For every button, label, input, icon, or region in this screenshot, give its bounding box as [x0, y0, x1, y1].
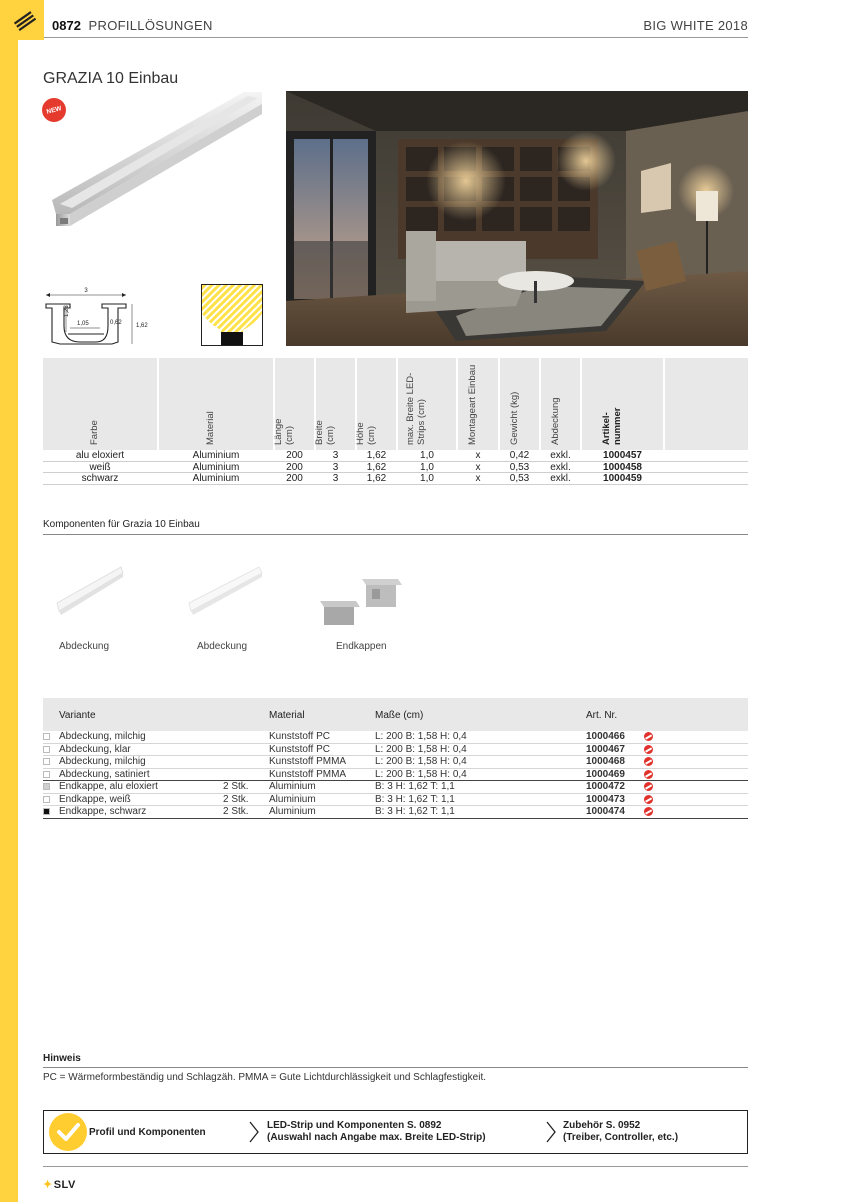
not-dimmable-icon [644, 795, 653, 804]
variant-article: 1000467 [586, 743, 625, 755]
color-swatch [43, 808, 50, 815]
cell-height: 1,62 [366, 473, 387, 484]
variant-material: Aluminium [269, 806, 316, 817]
col-material: Material [269, 710, 305, 721]
checkmark-icon [49, 1113, 87, 1151]
variant-name: Abdeckung, milchig [59, 756, 146, 767]
table-row [43, 473, 748, 485]
header-mounting: Montageart Einbau [458, 358, 498, 450]
variant-material: Kunststoff PC [269, 743, 330, 755]
cell-material: Aluminium [192, 473, 240, 484]
not-dimmable-icon [644, 770, 653, 779]
color-swatch [43, 733, 50, 740]
step-accessories-line2: (Treiber, Controller, etc.) [563, 1132, 679, 1143]
components-divider [43, 534, 748, 535]
not-dimmable-icon [644, 807, 653, 816]
cell-material: Aluminium [192, 461, 240, 473]
table-row [43, 450, 748, 462]
col-article: Art. Nr. [586, 710, 618, 721]
corner-tab [0, 0, 44, 40]
cell-length: 200 [286, 473, 303, 484]
header-divider [44, 37, 748, 38]
table-row [43, 462, 748, 474]
variant-dims: L: 200 B: 1,58 H: 0,4 [375, 731, 467, 742]
not-dimmable-icon [644, 757, 653, 766]
note-heading: Hinweis [43, 1053, 81, 1064]
brand-logo: ✦SLV [43, 1179, 76, 1191]
variant-name: Endkappe, weiß [59, 793, 131, 805]
dim-depth: 1,23 [64, 305, 70, 317]
interior-photo [286, 91, 748, 346]
variant-material: Kunststoff PMMA [269, 756, 347, 767]
table-row [43, 794, 748, 807]
table-row [43, 769, 748, 782]
step-accessories-line1: Zubehör S. 0952 [563, 1120, 641, 1131]
variant-material: Aluminium [269, 793, 316, 805]
table-row [43, 781, 748, 794]
not-dimmable-icon [644, 782, 653, 791]
profile-image [48, 90, 264, 230]
variant-name: Endkappe, alu eloxiert [59, 781, 158, 792]
cell-length: 200 [286, 461, 303, 473]
table-row [43, 744, 748, 757]
cell-width: 3 [332, 450, 339, 461]
variant-name: Abdeckung, milchig [59, 731, 146, 742]
variant-material: Kunststoff PC [269, 731, 330, 742]
table-row [43, 756, 748, 769]
beam-angle-icon [201, 284, 263, 346]
variant-qty: 2 Stk. [223, 781, 249, 792]
cell-mounting: x [475, 473, 481, 484]
header-cover: Abdeckung [541, 358, 580, 450]
cover-image-1 [55, 565, 125, 615]
cell-led-width: 1,0 [420, 473, 434, 484]
dim-inner: 1,05 [77, 321, 89, 327]
endcap-image [318, 575, 403, 627]
cell-article-number: 1000459 [603, 473, 642, 484]
variant-dims: B: 3 H: 1,62 T: 1,1 [375, 793, 455, 805]
header-height: Höhe (cm) [357, 358, 396, 450]
catalog-title: BIG WHITE 2018 [643, 18, 748, 33]
header-material: Material [159, 358, 273, 450]
cell-color: weiß [89, 461, 111, 473]
note-divider [43, 1067, 748, 1068]
cell-cover: exkl. [550, 450, 571, 461]
spec-rows [43, 450, 748, 485]
color-swatch [43, 746, 50, 753]
dim-lip: 0,62 [110, 320, 122, 326]
component-label-2: Abdeckung [197, 641, 248, 652]
variant-dims: L: 200 B: 1,58 H: 0,4 [375, 768, 467, 780]
cell-width: 3 [332, 461, 339, 473]
cell-color: alu eloxiert [75, 450, 125, 461]
cell-color: schwarz [81, 473, 119, 484]
component-label-3: Endkappen [336, 641, 387, 652]
variant-article: 1000472 [586, 781, 625, 792]
product-title: GRAZIA 10 Einbau [43, 70, 179, 87]
header-empty [665, 358, 748, 450]
cell-article-number: 1000457 [603, 450, 642, 461]
cell-weight: 0,53 [509, 473, 530, 484]
page-header [52, 18, 748, 36]
variant-qty: 2 Stk. [223, 793, 249, 805]
step-led-line1: LED-Strip und Komponenten S. 0892 [267, 1120, 442, 1131]
not-dimmable-icon [644, 745, 653, 754]
cell-cover: exkl. [550, 473, 571, 484]
variant-dims: B: 3 H: 1,62 T: 1,1 [375, 806, 455, 817]
variant-dims: B: 3 H: 1,62 T: 1,1 [375, 781, 455, 792]
col-variant: Variante [59, 710, 96, 721]
color-swatch [43, 796, 50, 803]
variant-article: 1000468 [586, 756, 625, 767]
cross-section-drawing [40, 284, 160, 350]
variant-material: Kunststoff PMMA [269, 768, 347, 780]
chevron-right-icon [546, 1121, 556, 1143]
color-swatch [43, 783, 50, 790]
col-dimensions: Maße (cm) [375, 710, 424, 721]
variant-material: Aluminium [269, 781, 316, 792]
cell-mounting: x [475, 450, 481, 461]
components-heading: Komponenten für Grazia 10 Einbau [43, 519, 200, 530]
variant-article: 1000469 [586, 768, 625, 780]
header-weight: Gewicht (kg) [500, 358, 539, 450]
header-color: Farbe [43, 358, 157, 450]
table-row [43, 806, 748, 819]
yellow-side-bar [0, 0, 18, 1202]
header-width: Breite (cm) [316, 358, 355, 450]
table-row [43, 731, 748, 744]
page-number: 0872 [52, 18, 81, 33]
header-led-width: max. Breite LED-Strips (cm) [398, 358, 456, 450]
section-title: PROFILLÖSUNGEN [88, 18, 213, 33]
new-badge: NEW [39, 95, 68, 124]
color-swatch [43, 758, 50, 765]
dim-height: 1,62 [136, 323, 148, 329]
chevron-right-icon [249, 1121, 259, 1143]
footer-divider [43, 1166, 748, 1167]
variant-name: Endkappe, schwarz [59, 806, 147, 817]
variant-dims: L: 200 B: 1,58 H: 0,4 [375, 756, 467, 767]
cell-led-width: 1,0 [420, 450, 434, 461]
spec-table-header [43, 358, 748, 450]
cell-height: 1,62 [366, 450, 387, 461]
cell-article-number: 1000458 [603, 461, 642, 473]
variant-name: Abdeckung, satiniert [59, 768, 150, 780]
color-swatch [43, 771, 50, 778]
cell-led-width: 1,0 [420, 461, 434, 473]
variant-article: 1000466 [586, 731, 625, 742]
stripes-logo-icon [14, 10, 36, 32]
header-article: Artikel-nummer [582, 358, 663, 450]
header-length: Länge (cm) [275, 358, 314, 450]
variant-article: 1000473 [586, 793, 625, 805]
spark-icon: ✦ [43, 1179, 53, 1191]
cell-cover: exkl. [550, 461, 571, 473]
cell-height: 1,62 [366, 461, 387, 473]
cell-width: 3 [332, 473, 339, 484]
cell-weight: 0,42 [509, 450, 530, 461]
variant-article: 1000474 [586, 806, 625, 817]
variant-name: Abdeckung, klar [59, 743, 131, 755]
step-profile: Profil und Komponenten [89, 1127, 206, 1138]
cell-mounting: x [475, 461, 481, 473]
note-text: PC = Wärmeformbeständig und Schlagzäh. PMMA = Gute Lichtdurchlässigkeit und Schlagfestigkeit. [43, 1072, 487, 1083]
variants-header [43, 698, 748, 731]
spec-table [43, 358, 748, 485]
dim-width: 3 [84, 288, 88, 294]
cell-material: Aluminium [192, 450, 240, 461]
component-label-1: Abdeckung [59, 641, 110, 652]
cell-weight: 0,53 [509, 461, 530, 473]
variant-dims: L: 200 B: 1,58 H: 0,4 [375, 743, 467, 755]
check-circle [49, 1113, 87, 1151]
step-led-line2: (Auswahl nach Angabe max. Breite LED-Strip) [267, 1132, 486, 1143]
variants-rows [43, 731, 748, 819]
not-dimmable-icon [644, 732, 653, 741]
variant-qty: 2 Stk. [223, 806, 249, 817]
workflow-box [43, 1110, 748, 1154]
cover-image-2 [187, 565, 264, 615]
cell-length: 200 [286, 450, 303, 461]
